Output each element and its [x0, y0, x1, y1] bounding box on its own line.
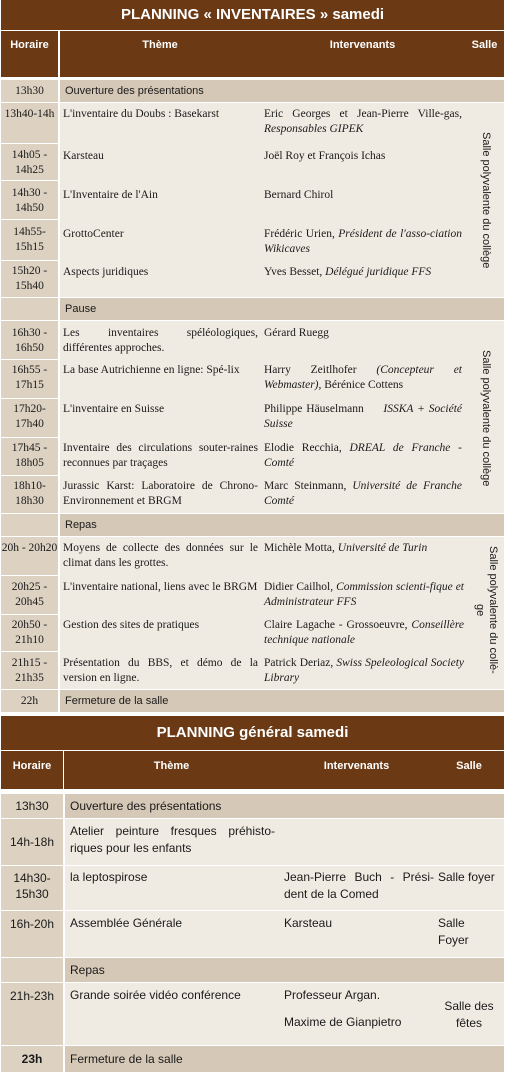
time-cell: 14h05 - 14h25 — [1, 144, 58, 180]
header-theme: Thème — [60, 31, 260, 77]
speaker-cell: Yves Besset, Délégué juridique FFS — [264, 266, 432, 278]
closing-row: Fermeture de la salle — [60, 690, 504, 712]
salle-label: Salle polyvalente du collège — [480, 131, 492, 269]
opening-row: Ouverture des présentations — [60, 80, 504, 102]
speaker-cell: Frédéric Urien, Président de l'asso-ciation Wikicaves — [264, 228, 462, 255]
header-salle: Salle — [434, 751, 504, 789]
speaker-cell: Karsteau — [284, 916, 333, 930]
time-cell: 20h25 - 20h45 — [1, 576, 58, 614]
header-theme: Thème — [64, 751, 279, 789]
theme-cell: L'inventaire du Doubs : Basekarst — [63, 108, 220, 120]
time-cell: 20h - 20h20 — [1, 537, 58, 575]
closing-row: Fermeture de la salle — [65, 1046, 504, 1072]
time-cell: 14h30 - 14h50 — [1, 181, 58, 219]
theme-cell: Assemblée Générale — [70, 916, 183, 930]
theme-cell: Aspects juridiques — [63, 266, 149, 278]
time-cell: 14h30-15h30 — [1, 866, 63, 910]
speaker-cell: Patrick Deriaz, Swiss Speleological Society Library — [264, 657, 465, 684]
opening-row: Ouverture des présentations — [65, 794, 504, 818]
theme-cell: Grande soirée vidéo conférence — [70, 988, 241, 1002]
time-cell: 20h50 - 21h10 — [1, 615, 58, 651]
time-cell: 13h30 — [1, 794, 63, 818]
speaker-cell: Jean-Pierre Buch - Prési-dent de la Comed — [284, 870, 434, 901]
time-cell — [1, 514, 58, 536]
time-cell: 17h45 - 18h05 — [1, 438, 58, 475]
speaker-cell: Gérard Ruegg — [264, 327, 329, 339]
general-title: PLANNING général samedi — [1, 716, 504, 750]
repas-row: Repas — [60, 514, 504, 536]
time-cell: 18h10-18h30 — [1, 476, 58, 513]
theme-cell: Atelier peinture fresques préhisto-riques pour les enfants — [70, 824, 275, 855]
salle-cell: Salle des fêtes — [444, 999, 494, 1030]
time-cell: 16h55 - 17h15 — [1, 360, 58, 398]
time-cell: 21h-23h — [1, 983, 63, 1045]
speaker-cell: Didier Cailhol, Commission scienti-fique et Administrateur FFS — [264, 581, 465, 608]
theme-cell: la leptospirose — [70, 870, 148, 884]
theme-cell: GrottoCenter — [63, 228, 124, 240]
theme-cell: Moyens de collecte des données sur le climat dans les grottes. — [63, 542, 258, 569]
time-cell: 15h20 - 15h40 — [1, 261, 58, 297]
speaker-cell: Joël Roy et François Ichas — [264, 150, 386, 162]
salle-cell: Salle foyer — [438, 870, 495, 884]
speaker-cell: Harry Zeitlhofer (Concepteur et Webmaster), Bérénice Cottens — [264, 364, 463, 391]
theme-cell: Inventaire des circulations souter-raines reconnues par traçages — [63, 442, 258, 469]
salle-cell: Salle Foyer — [438, 916, 469, 947]
speaker-cell: Claire Lagache - Grossoeuvre, Conseillère technique nationale — [264, 619, 465, 646]
header-horaire: Horaire — [1, 751, 63, 789]
salle-label: Salle polyvalente du collège — [480, 349, 492, 487]
speaker-cell: Michèle Motta, Université de Turin — [264, 542, 428, 554]
theme-cell: La base Autrichienne en ligne: Spé-lix — [63, 364, 240, 376]
time-cell: 16h30 - 16h50 — [1, 321, 58, 359]
header-intervenants: Intervenants — [279, 751, 434, 789]
speaker-cell: Marc Steinmann, Université de Franche Comté — [264, 480, 463, 507]
time-cell: 13h40-14h — [1, 103, 58, 143]
speaker-cell: Bernard Chirol — [264, 189, 334, 201]
speaker-cell: Philippe Häuselmann ISSKA + Société Suisse — [264, 403, 463, 430]
pause-row: Pause — [60, 298, 504, 320]
header-horaire: Horaire — [1, 31, 58, 77]
speaker-cell: Eric Georges et Jean-Pierre Ville-gas, Responsables GIPEK — [264, 108, 462, 135]
repas-row: Repas — [65, 958, 504, 982]
time-cell: 22h — [1, 690, 58, 712]
time-cell: 14h-18h — [1, 819, 63, 865]
time-cell: 13h30 — [1, 80, 58, 102]
inventaires-title: PLANNING « INVENTAIRES » samedi — [1, 0, 504, 30]
time-cell: 17h20-17h40 — [1, 399, 58, 437]
time-cell: 21h15 - 21h35 — [1, 652, 58, 689]
theme-cell: Gestion des sites de pratiques — [63, 619, 200, 631]
speaker-cell: Professeur Argan. — [284, 988, 381, 1002]
time-cell: 16h-20h — [1, 911, 63, 957]
speaker-cell: Maxime de Gianpietro — [284, 1015, 402, 1029]
theme-cell: Présentation du BBS, et démo de la version en ligne. — [63, 657, 258, 684]
theme-cell: L'inventaire national, liens avec le BRGM — [63, 581, 258, 593]
speaker-cell: Elodie Recchia, DREAL de Franche -Comté — [264, 442, 462, 469]
header-intervenants: Intervenants — [260, 31, 465, 77]
time-cell: 14h55-15h15 — [1, 220, 58, 260]
theme-cell: Karsteau — [63, 150, 104, 162]
theme-cell: Les inventaires spéléologiques, différentes approches. — [63, 327, 258, 354]
theme-cell: Jurassic Karst: Laboratoire de Chrono-Environnement et BRGM — [63, 480, 258, 507]
theme-cell: L'inventaire en Suisse — [63, 403, 165, 415]
time-cell: 23h — [1, 1046, 63, 1072]
time-cell — [1, 958, 63, 982]
theme-cell: L'Inventaire de l'Ain — [63, 189, 158, 201]
header-salle: Salle — [465, 31, 504, 77]
salle-label: Salle polyvalente du collè-ge — [474, 546, 499, 674]
time-cell — [1, 298, 58, 320]
